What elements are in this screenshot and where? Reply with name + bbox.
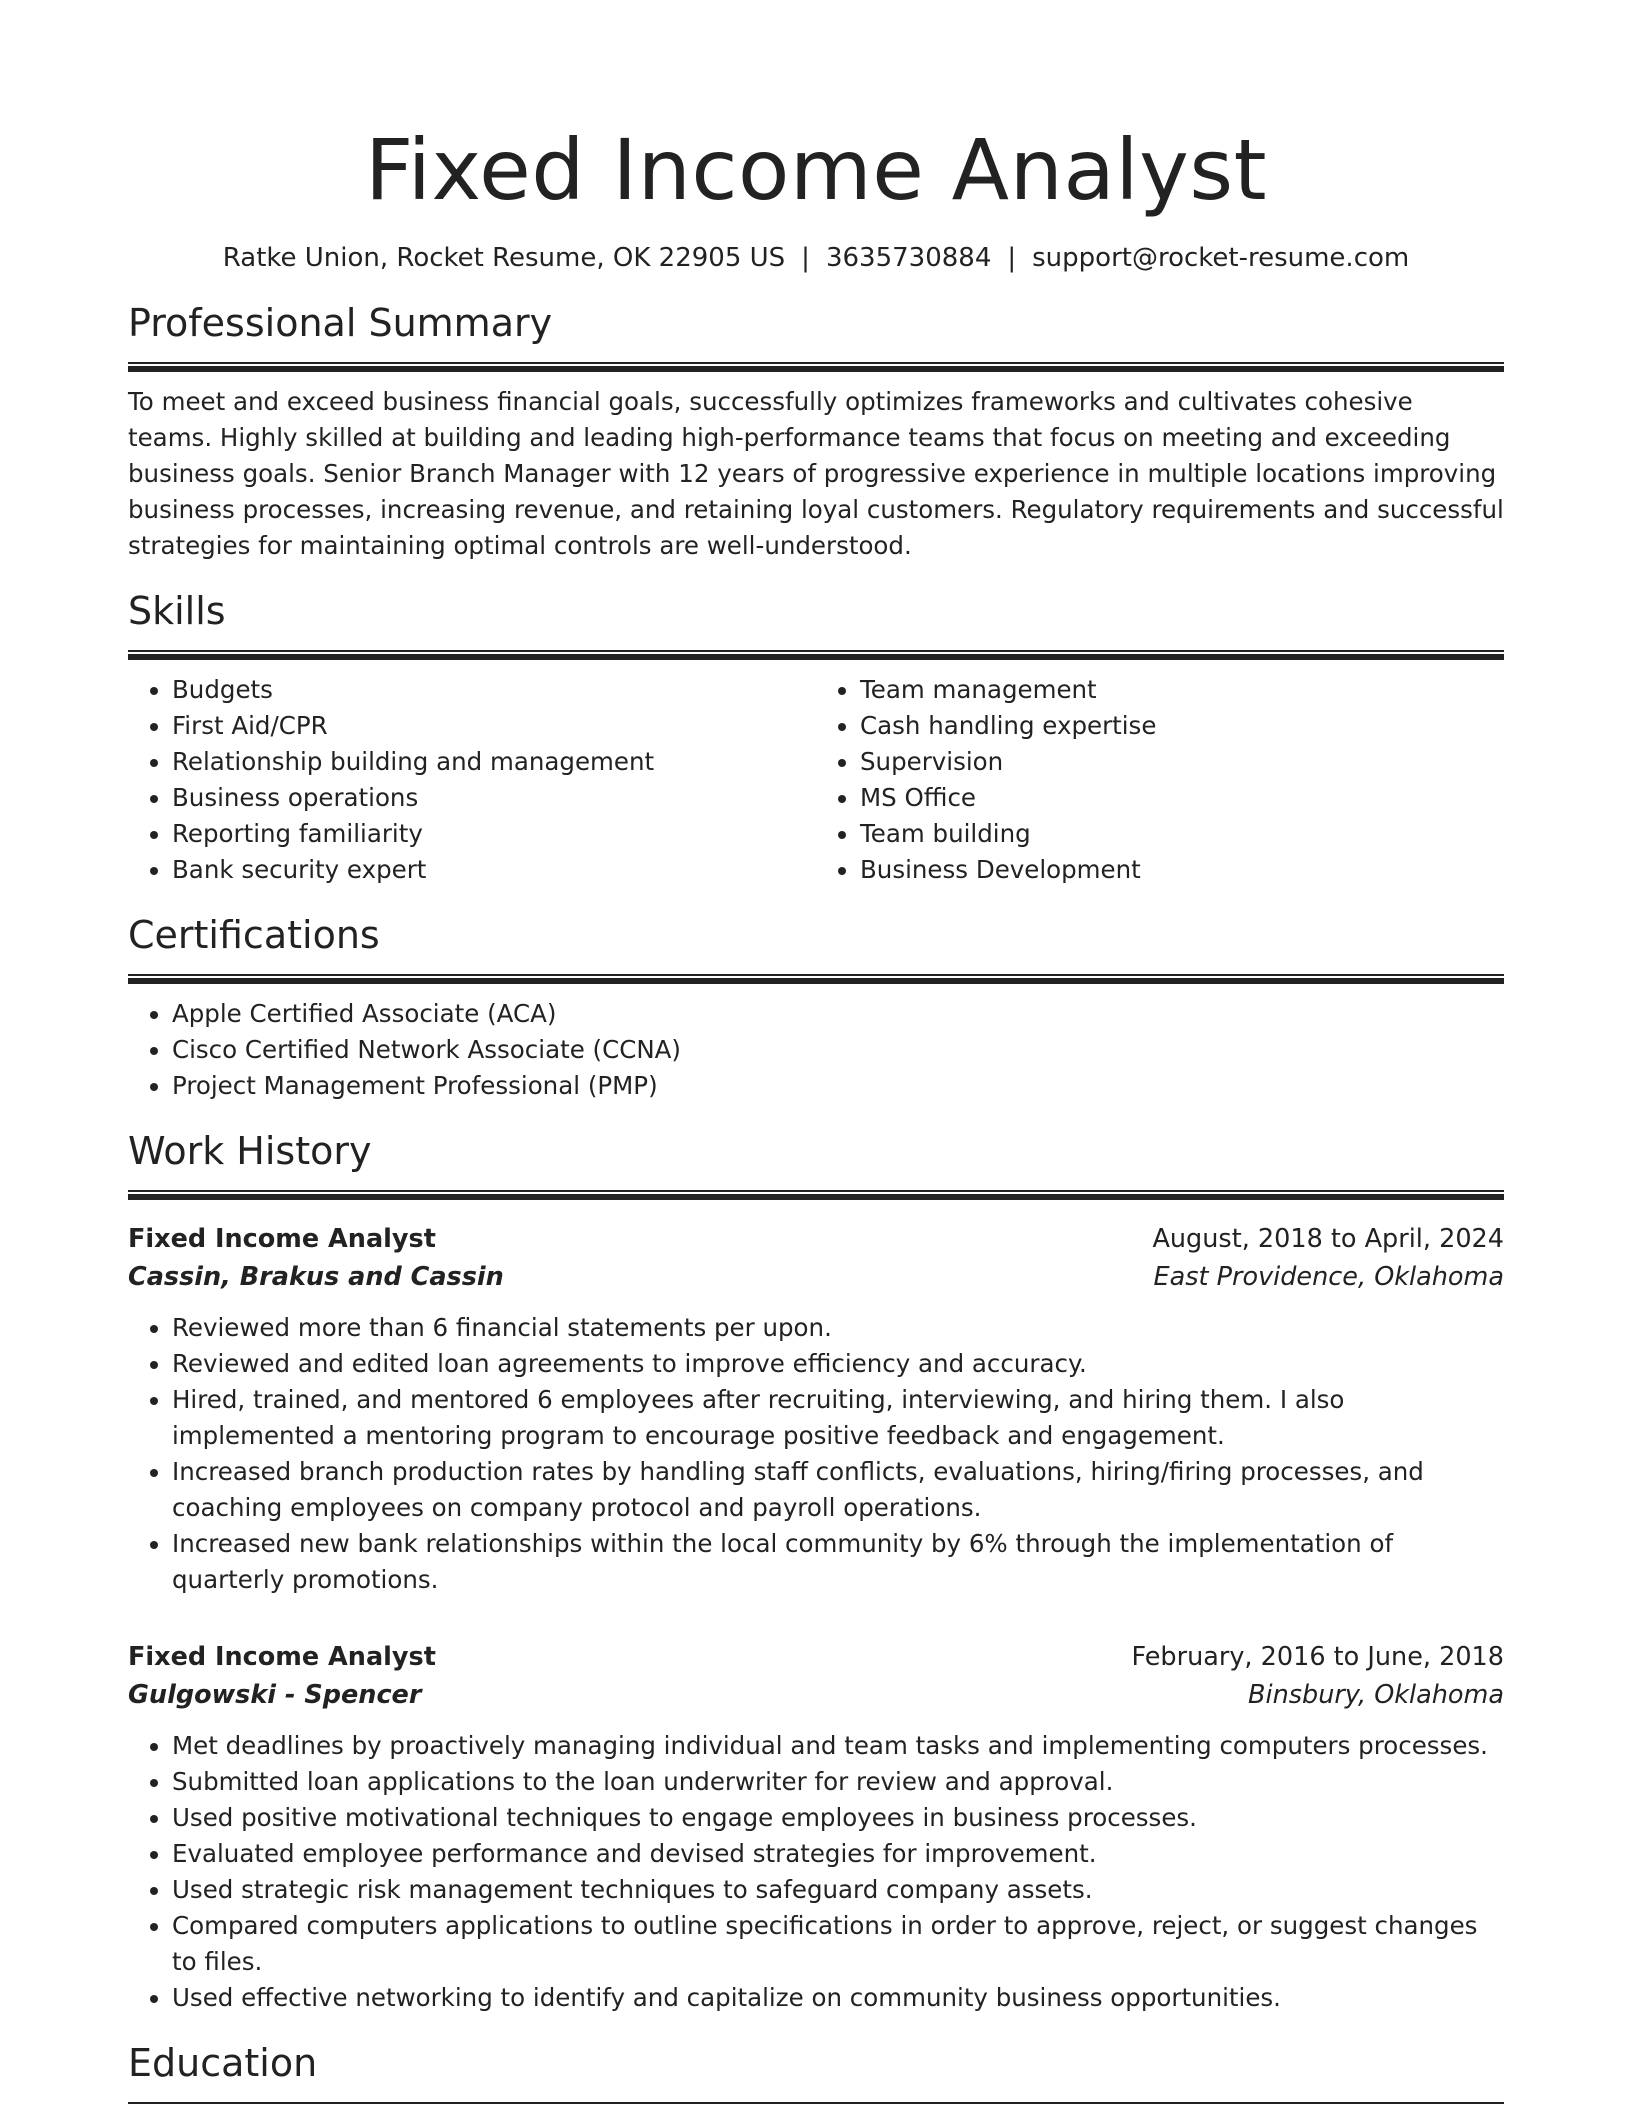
section-heading-certifications: Certifications	[128, 913, 380, 957]
skill-item: • Team management	[860, 672, 1504, 708]
job-bullet: • Met deadlines by proactively managing individual and team tasks and implementing computers processes.	[172, 1728, 1504, 1764]
certifications-section	[128, 910, 1504, 1104]
job-company-row	[128, 1258, 1504, 1296]
section-heading-skills: Skills	[128, 589, 226, 633]
job-bullet: • Reviewed and edited loan agreements to improve efficiency and accuracy.	[172, 1346, 1504, 1382]
job-company: Cassin, Brakus and Cassin	[128, 1262, 504, 1292]
job-header-row	[128, 1638, 1504, 1676]
job-bullets	[128, 1728, 1504, 2016]
skill-item: • Team building	[860, 816, 1504, 852]
section-divider	[128, 362, 1504, 372]
skills-list-right	[816, 672, 1504, 888]
skill-item: • Budgets	[172, 672, 816, 708]
skill-item: • Relationship building and management	[172, 744, 816, 780]
skills-list-left	[128, 672, 816, 888]
contact-phone: 3635730884	[825, 243, 992, 273]
section-heading-work-history: Work History	[128, 1129, 372, 1173]
job-title: Fixed Income Analyst	[128, 1224, 436, 1254]
job-bullets	[128, 1310, 1504, 1598]
skills-grid	[128, 672, 1504, 888]
section-heading-summary: Professional Summary	[128, 301, 553, 345]
skill-item: • MS Office	[860, 780, 1504, 816]
job-bullet: • Used positive motivational techniques to engage employees in business processes.	[172, 1800, 1504, 1836]
skill-item: • First Aid/CPR	[172, 708, 816, 744]
job-bullet: • Compared computers applications to outline specifications in order to approve, reject, or suggest changes to files.	[172, 1908, 1504, 1980]
section-heading-education: Education	[128, 2041, 318, 2085]
summary-text: To meet and exceed business financial goals, successfully optimizes frameworks and cultivates cohesive teams. Highly skilled at building and leading high-performance teams that focus on meeting and exceeding business goals. Senior Branch Manager with 12 years of progressive experience in multiple locations improving business processes, increasing revenue, and retaining loyal customers. Regulatory requirements and successful strategies for maintaining optimal controls are well-understood.	[128, 387, 1504, 560]
work-history-section	[128, 1126, 1504, 2016]
section-divider	[128, 2102, 1504, 2104]
job-location: East Providence, Oklahoma	[1153, 1262, 1504, 1292]
section-divider	[128, 650, 1504, 660]
skill-item: • Reporting familiarity	[172, 816, 816, 852]
job-bullet: • Increased new bank relationships within the local community by 6% through the implementation of quarterly promotions.	[172, 1526, 1504, 1598]
summary-section	[128, 298, 1504, 564]
job-bullet: • Evaluated employee performance and devised strategies for improvement.	[172, 1836, 1504, 1872]
job-bullet: • Hired, trained, and mentored 6 employees after recruiting, interviewing, and hiring them. I also implemented a mentoring program to encourage positive feedback and engagement.	[172, 1382, 1504, 1454]
job-bullet: • Reviewed more than 6 financial statements per upon.	[172, 1310, 1504, 1346]
contact-separator: |	[1007, 243, 1017, 273]
skills-section	[128, 586, 1504, 888]
job-bullet: • Used strategic risk management techniques to safeguard company assets.	[172, 1872, 1504, 1908]
job-company: Gulgowski - Spencer	[128, 1680, 422, 1710]
job-dates: August, 2018 to April, 2024	[1152, 1224, 1504, 1254]
resume-title: Fixed Income Analyst	[364, 121, 1268, 219]
skill-item: • Supervision	[860, 744, 1504, 780]
section-divider	[128, 1190, 1504, 1200]
job-location: Binsbury, Oklahoma	[1248, 1680, 1504, 1710]
contact-line	[128, 240, 1504, 276]
job-entry	[128, 1638, 1504, 2016]
education-section	[128, 2038, 1504, 2104]
contact-separator: |	[801, 243, 810, 273]
certifications-list	[128, 996, 1504, 1104]
certification-item: • Apple Certified Associate (ACA)	[172, 996, 1504, 1032]
job-bullet: • Used effective networking to identify and capitalize on community business opportunities.	[172, 1980, 1504, 2016]
job-company-row	[128, 1676, 1504, 1714]
certification-item: • Project Management Professional (PMP)	[172, 1068, 1504, 1104]
job-header-row	[128, 1220, 1504, 1258]
skill-item: • Business operations	[172, 780, 816, 816]
contact-email[interactable]: support@rocket-resume.com	[1032, 243, 1410, 273]
job-bullet: • Increased branch production rates by handling staff conflicts, evaluations, hiring/firing processes, and coaching employees on company protocol and payroll operations.	[172, 1454, 1504, 1526]
skill-item: • Business Development	[860, 852, 1504, 888]
section-divider	[128, 974, 1504, 984]
skill-item: • Bank security expert	[172, 852, 816, 888]
skill-item: • Cash handling expertise	[860, 708, 1504, 744]
certification-item: • Cisco Certified Network Associate (CCNA)	[172, 1032, 1504, 1068]
job-bullet: • Submitted loan applications to the loan underwriter for review and approval.	[172, 1764, 1504, 1800]
job-entry	[128, 1220, 1504, 1598]
job-title: Fixed Income Analyst	[128, 1642, 436, 1672]
job-dates: February, 2016 to June, 2018	[1131, 1642, 1504, 1672]
contact-address: Ratke Union, Rocket Resume, OK 22905 US	[222, 243, 786, 273]
